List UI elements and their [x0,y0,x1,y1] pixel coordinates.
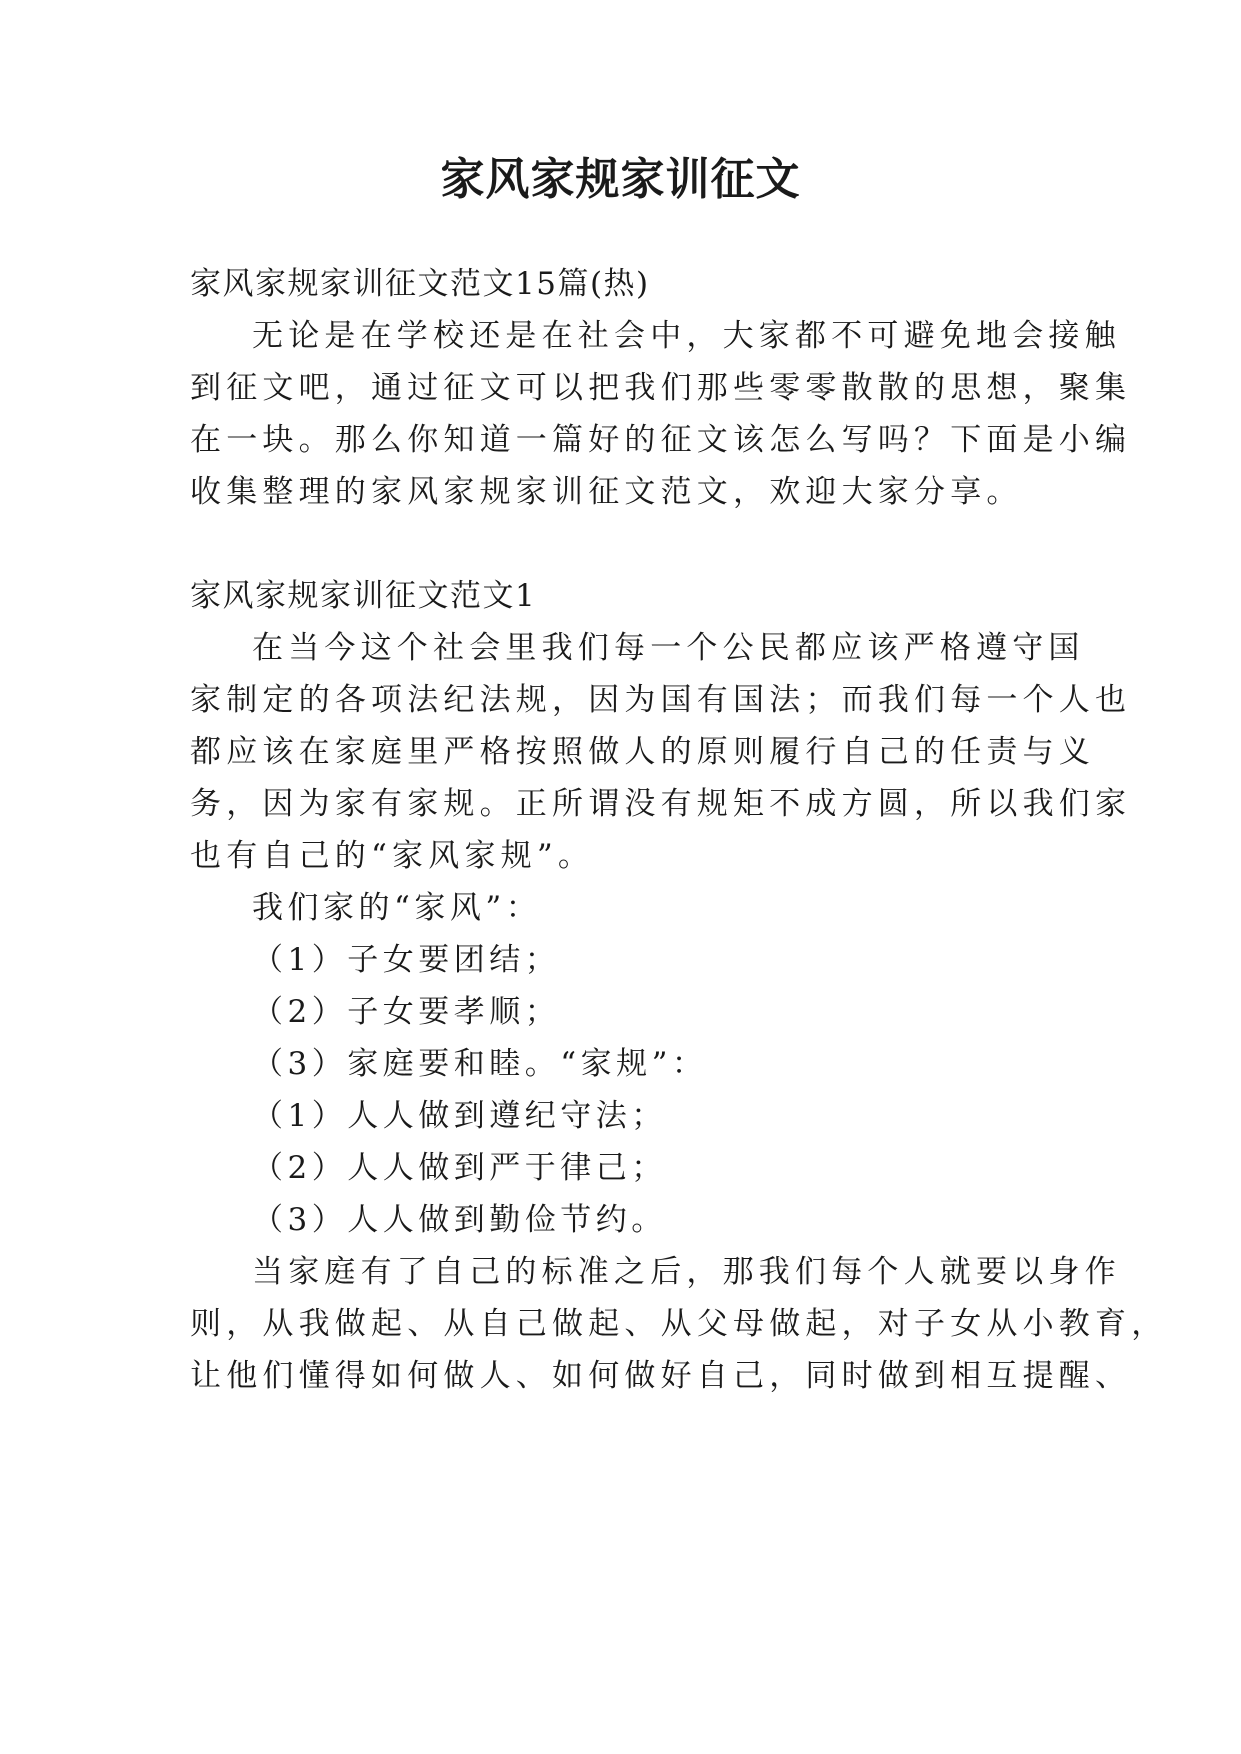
intro-line: 在一块。那么你知道一篇好的征文该怎么写吗？下面是小编 [190,422,1132,458]
paragraph-line: 让他们懂得如何做人、如何做好自己，同时做到相互提醒、 [190,1358,1132,1394]
intro-line: 到征文吧，通过征文可以把我们那些零零散散的思想，聚集 [190,370,1132,406]
document-subtitle: 家风家规家训征文范文15篇(热) [190,266,650,302]
list-item: 我们家的“家风”： [252,890,542,926]
list-item: （3）家庭要和睦。“家规”： [252,1046,708,1082]
paragraph-line: 在当今这个社会里我们每一个公民都应该严格遵守国 [252,630,1085,666]
paragraph-line: 则，从我做起、从自己做起、从父母做起，对子女从小教育， [190,1306,1168,1342]
paragraph-line: 当家庭有了自己的标准之后，那我们每个人就要以身作 [252,1254,1121,1290]
intro-line: 收集整理的家风家规家训征文范文，欢迎大家分享。 [190,474,1023,510]
intro-line: 无论是在学校还是在社会中，大家都不可避免地会接触 [252,318,1121,354]
list-item: （2）子女要孝顺； [252,994,561,1030]
paragraph-line: 务，因为家有家规。正所谓没有规矩不成方圆，所以我们家 [190,786,1132,822]
list-item: （1）子女要团结； [252,942,561,978]
list-item: （2）人人做到严于律己； [252,1150,667,1186]
paragraph-line: 也有自己的“家风家规”。 [190,838,595,874]
document-title: 家风家规家训征文 [440,154,801,205]
list-item: （1）人人做到遵纪守法； [252,1098,667,1134]
section-heading: 家风家规家训征文范文1 [190,578,537,614]
paragraph-line: 都应该在家庭里严格按照做人的原则履行自己的任责与义 [190,734,1095,770]
paragraph-line: 家制定的各项法纪法规，因为国有国法；而我们每一个人也 [190,682,1132,718]
list-item: （3）人人做到勤俭节约。 [252,1202,667,1238]
